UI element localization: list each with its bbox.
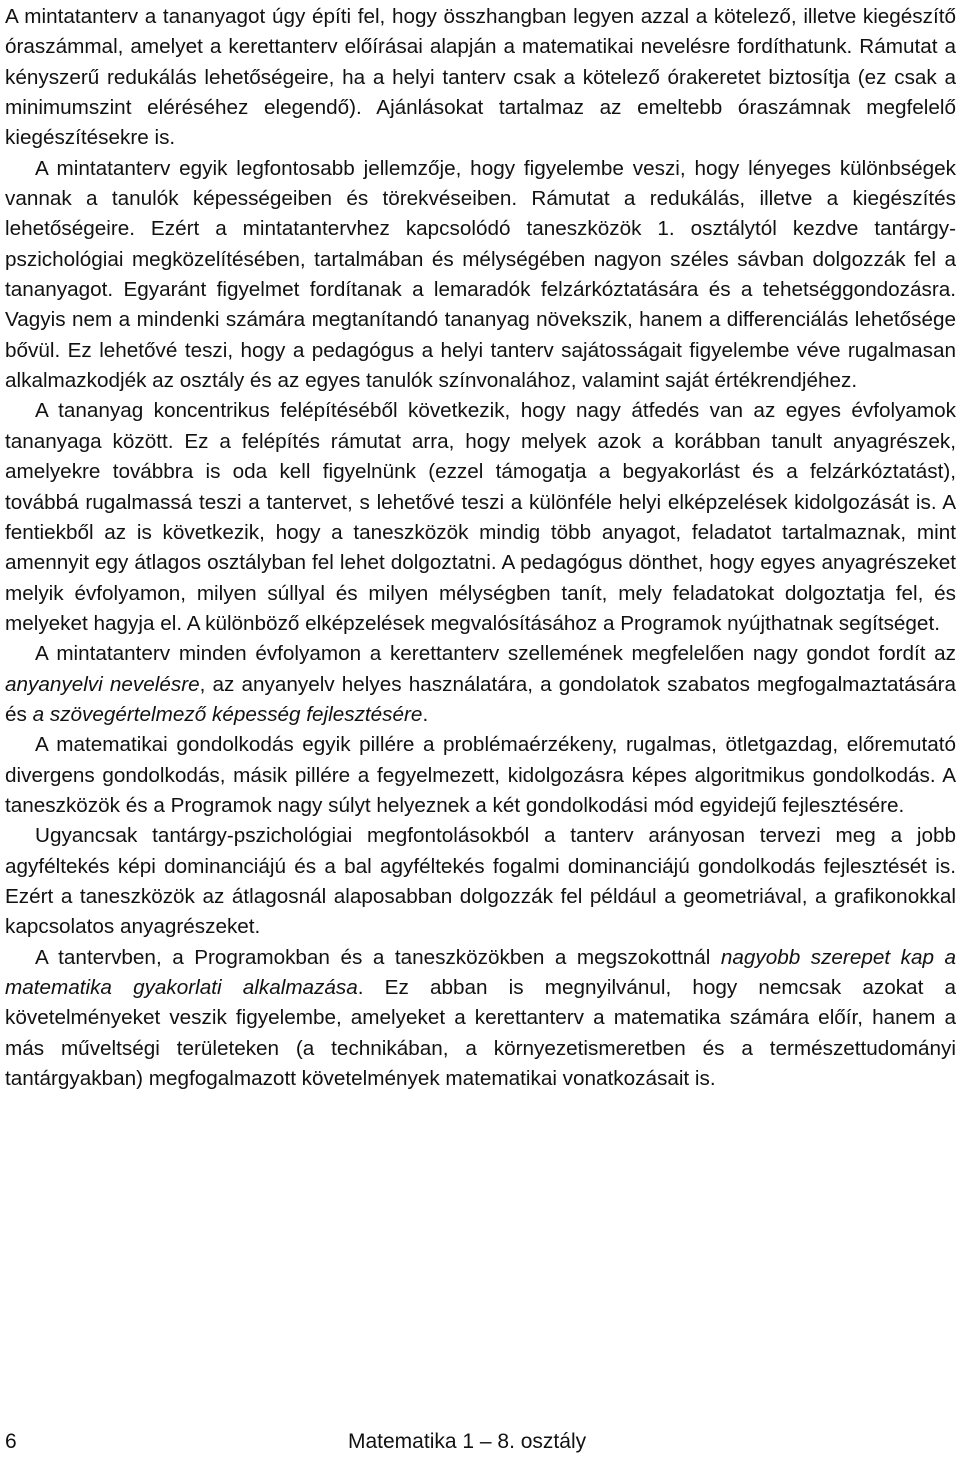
text-run: A mintatanterv egyik legfontosabb jellemzője, hogy figyelembe veszi, hogy lényeges különbségek vannak a tanulók képességeiben és törekvéseiben. Rámutat a redukálás, illetve a kiegészítés lehetőségeire. Ezért a mintatantervhez kapcsolódó taneszközök 1. osztálytól kezdve tantárgy-pszichológiai megközelítésében, tartalmában és mélységében nagyon széles sávban dolgozzák fel a tananyagot. Egyaránt figyelmet fordítanak a lemaradók felzárkóztatására és a tehetséggondozásra. Vagyis nem a mindenki számára megtanítandó tananyag növekszik, hanem a differenciálás lehetősége bővül. Ez lehetővé teszi, hogy a pedagógus a helyi tanterv sajátosságait figyelembe véve rugalmasan alkalmazkodjék az osztály és az egyes tanulók színvonalához, valamint saját értékrendjéhez. [5, 156, 956, 393]
text-run: . Ez abban is megnyilvánul, hogy nemcsak azokat a követelményeket veszik figyelembe, amelyeket a kerettanterv a matematika számára előír, hanem a más műveltségi területeken (a technikában, a környezetismeretben és a természettudományi tantárgyakban) megfogalmazott követelmények matematikai vonatkozásait is. [5, 976, 956, 1091]
running-footer-title: Matematika 1 – 8. osztály [348, 1430, 587, 1453]
page-footer [0, 1427, 960, 1457]
italic-text-run: anyanyelvi nevelésre [5, 672, 200, 696]
text-run: Ugyancsak tantárgy-pszichológiai megfontolásokból a tanterv arányosan tervezi meg a jobb agyféltekés képi dominanciájú és a bal agyféltekés fogalmi dominanciájú gondolkodás fejlesztését is. Ezért a taneszközök az átlagosnál alaposabban dolgozzák fel például a geometriával, a grafikonokkal kapcsolatos anyagrészeket. [5, 824, 956, 939]
paragraph-5 [5, 730, 956, 821]
text-run: A matematikai gondolkodás egyik pillére a problémaérzékeny, rugalmas, ötletgazdag, előremutató divergens gondolkodás, másik pillére a fegyelmezett, kidolgozásra képes algoritmikus gondolkodás. A taneszközök és a Programok nagy súlyt helyeznek a két gondolkodási mód egyidejű fejlesztésére. [5, 733, 956, 817]
paragraph-2 [5, 154, 956, 397]
text-run: A mintatanterv minden évfolyamon a kerettanterv szellemének megfelelően nagy gondot fordít az [35, 642, 956, 666]
page-body [5, 2, 956, 1094]
text-run: A mintatanterv a tananyagot úgy építi fel, hogy összhangban legyen azzal a kötelező, illetve kiegészítő óraszámmal, amelyet a kerettanterv előírásai alapján a matematikai nevelésre fordíthatunk. Rámutat a kényszerű redukálás lehetőségeire, ha a helyi tanterv csak a kötelező órakeretet biztosítja (ez csak a minimumszint eléréséhez elegendő). Ajánlásokat tartalmaz az emeltebb óraszámnak megfelelő kiegészítésekre is. [5, 5, 956, 150]
italic-text-run: a szövegértelmező képesség fejlesztésére [32, 702, 423, 726]
text-run: A tantervben, a Programokban és a taneszközökben a megszokottnál [35, 945, 721, 969]
paragraph-6 [5, 821, 956, 942]
paragraph-3 [5, 396, 956, 639]
text-run: A tananyag koncentrikus felépítéséből következik, hogy nagy átfedés van az egyes évfolyamok tananyaga között. Ez a felépítés rámutat arra, hogy melyek azok a korábban tanult anyagrészek, amelyekre továbbra is oda kell figyelnünk (ezzel támogatja a begyakorlást és a felzárkóztatást), továbbá rugalmassá teszi a tantervet, s lehetővé teszi a különféle helyi elképzelések kidolgozását is. A fentiekből az is következik, hogy a taneszközök mindig több anyagot, feladatot tartalmaznak, mint amennyit egy átlagos osztályban fel lehet dolgoztatni. A pedagógus dönthet, hogy egyes anyagrészeket melyik évfolyamon, milyen súllyal és milyen mélységben tanít, mely feladatokat dolgoztatja fel, és melyeket hagyja el. A különböző elképzelések megvalósításához a Programok nyújthatnak segítséget. [5, 399, 956, 635]
text-run: . [422, 702, 429, 726]
paragraph-1 [5, 2, 956, 154]
page-number: 6 [5, 1430, 17, 1453]
text-run: , az anyanyelv helyes használatára, a gondolatok szabatos megfogalmaztatására és [5, 672, 956, 726]
paragraph-4 [5, 639, 956, 730]
italic-text-run: nagyobb szerepet kap a matematika gyakorlati alkalmazása [5, 945, 956, 999]
paragraph-7 [5, 943, 956, 1095]
